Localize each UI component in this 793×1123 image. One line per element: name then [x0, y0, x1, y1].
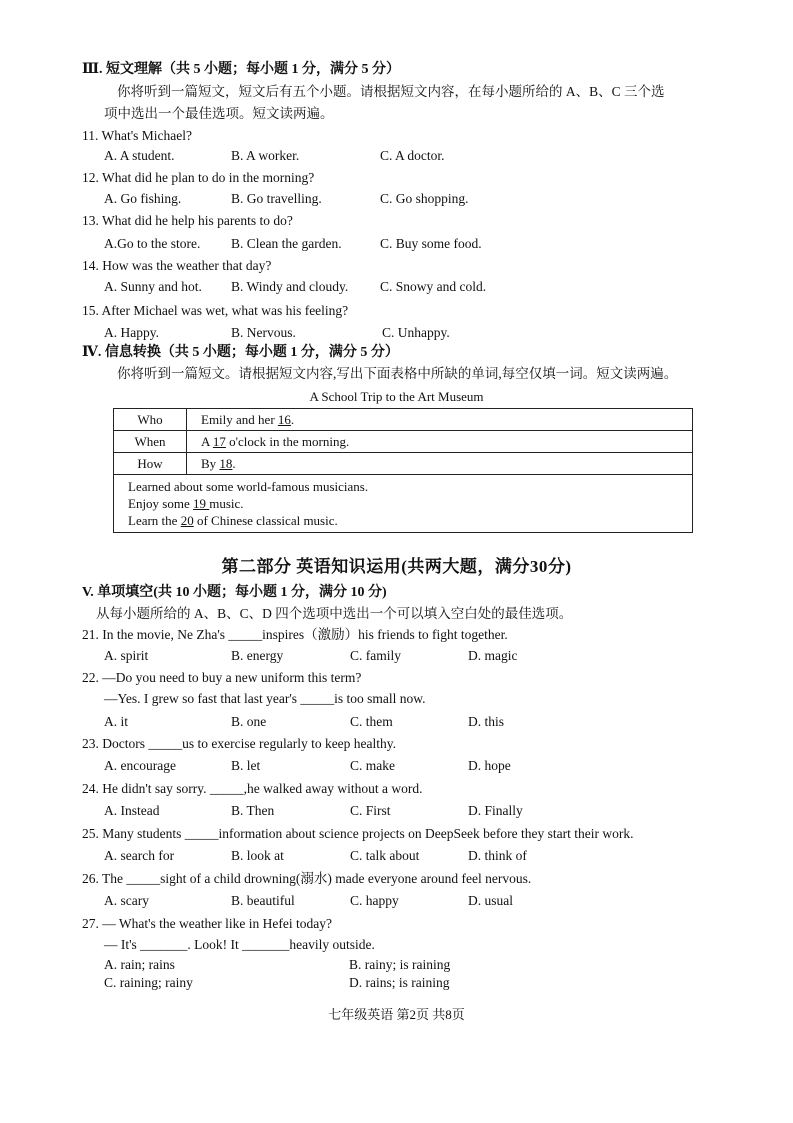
row-value: [187, 431, 693, 453]
text: .: [232, 455, 236, 471]
table-row: [114, 409, 693, 431]
notes-cell: [114, 475, 693, 533]
option-b: B. A worker.: [231, 148, 300, 163]
question-text: 13. What did he help his parents to do?: [82, 213, 293, 228]
page-footer: 七年级英语 第2页 共8页: [328, 1007, 465, 1022]
option-b: B. beautiful: [231, 893, 295, 908]
option-c: C. Go shopping.: [380, 191, 469, 206]
blank-18: 18: [219, 455, 233, 471]
text: music.: [209, 496, 244, 511]
question-text: 27. — What's the weather like in Hefei today?: [82, 916, 332, 931]
row-value: [187, 453, 693, 475]
section-4-instruction: 你将听到一篇短文。请根据短文内容,写出下面表格中所缺的单词,每空仅填一词。短文读两遍。: [117, 366, 678, 381]
row-key: How: [114, 453, 187, 475]
text: Emily and her: [201, 411, 278, 427]
option-a: A. encourage: [104, 758, 176, 773]
section-3-instruction-line-2: 项中选出一个最佳选项。短文读两遍。: [104, 106, 334, 121]
option-a: A. it: [104, 714, 129, 729]
option-c: C. Unhappy.: [382, 325, 450, 340]
question-text: 23. Doctors _____us to exercise regularly to keep healthy.: [82, 736, 397, 751]
option-b: B. energy: [231, 648, 284, 663]
option-a: A. search for: [104, 848, 175, 863]
note-line: [128, 495, 678, 512]
text: Learned about some world-famous musicians.: [128, 479, 369, 494]
section-5-title: V. 单项填空(共 10 小题；每小题 1 分，满分 10 分): [82, 585, 387, 600]
section-5-instruction: 从每小题所给的 A、B、C、D 四个选项中选出一个可以填入空白处的最佳选项。: [96, 606, 573, 621]
option-a: A. Instead: [104, 803, 160, 818]
question-text: 26. The _____sight of a child drowning(溺水) made everyone around feel nervous.: [82, 871, 532, 886]
option-c: C. them: [350, 714, 393, 729]
blank-20: 20: [180, 513, 194, 528]
option-c: C. talk about: [350, 848, 420, 863]
section-3-instruction-line-1: 你将听到一篇短文，短文后有五个小题。请根据短文内容，在每小题所给的 A、B、C 三个选: [117, 84, 665, 99]
question-text: 14. How was the weather that day?: [82, 258, 272, 273]
option-d: D. think of: [468, 848, 527, 863]
question-text: 12. What did he plan to do in the morning?: [82, 170, 315, 185]
option-d: D. this: [468, 714, 505, 729]
text: of Chinese classical music.: [193, 513, 338, 528]
row-key: Who: [114, 409, 187, 431]
option-a: A. scary: [104, 893, 149, 908]
text: By: [201, 455, 220, 471]
blank-17: 17: [212, 433, 226, 449]
option-b: B. Nervous.: [231, 325, 296, 340]
option-d: D. magic: [468, 648, 518, 663]
option-c: C. happy: [350, 893, 399, 908]
question-text-line-2: — It's _______. Look! It _______heavily outside.: [104, 937, 375, 952]
blank-16: 16: [277, 411, 291, 427]
option-d: D. hope: [468, 758, 511, 773]
table-caption: A School Trip to the Art Museum: [309, 389, 484, 404]
row-value: [187, 409, 693, 431]
option-c: C. First: [350, 803, 391, 818]
option-b: B. Go travelling.: [231, 191, 322, 206]
question-text: 22. —Do you need to buy a new uniform this term?: [82, 670, 362, 685]
option-c: C. family: [350, 648, 401, 663]
part-2-title: 第二部分 英语知识运用(共两大题，满分30分): [221, 557, 572, 576]
text: Enjoy some: [128, 496, 193, 511]
option-a: A. Go fishing.: [104, 191, 182, 206]
option-b: B. one: [231, 714, 267, 729]
table-row: [114, 453, 693, 475]
option-a: A. A student.: [104, 148, 175, 163]
section-3-title: Ⅲ. 短文理解（共 5 小题；每小题 1 分，满分 5 分）: [82, 62, 401, 77]
option-b: B. Windy and cloudy.: [231, 279, 349, 294]
option-c: C. raining; rainy: [104, 975, 193, 990]
table-row-notes: [114, 475, 693, 533]
option-c: C. Buy some food.: [380, 236, 482, 251]
option-a: A.Go to the store.: [104, 236, 201, 251]
option-b: B. Clean the garden.: [231, 236, 342, 251]
option-b: B. look at: [231, 848, 284, 863]
row-key: When: [114, 431, 187, 453]
option-c: C. A doctor.: [380, 148, 445, 163]
option-a: A. Happy.: [104, 325, 159, 340]
text: .: [290, 411, 295, 427]
question-text: 15. After Michael was wet, what was his feeling?: [82, 303, 349, 318]
section-4-title: Ⅳ. 信息转换（共 5 小题；每小题 1 分，满分 5 分）: [82, 345, 399, 360]
question-text: 25. Many students _____information about science projects on DeepSeek before they start their work.: [82, 826, 634, 841]
option-a: A. Sunny and hot.: [104, 279, 202, 294]
option-a: A. spirit: [104, 648, 149, 663]
info-table: [113, 408, 693, 533]
option-d: D. Finally: [468, 803, 523, 818]
blank-19: 19: [193, 496, 210, 511]
table-row: [114, 431, 693, 453]
note-line: [128, 478, 678, 495]
option-b: B. Then: [231, 803, 275, 818]
option-c: C. make: [350, 758, 395, 773]
option-a: A. rain; rains: [104, 957, 175, 972]
question-text: 21. In the movie, Ne Zha's _____inspires（激励）his friends to fight together.: [82, 627, 508, 642]
question-text: 24. He didn't say sorry. _____,he walked away without a word.: [82, 781, 423, 796]
text: o'clock in the morning.: [225, 433, 350, 449]
question-text-line-2: —Yes. I grew so fast that last year's _____is too small now.: [104, 691, 426, 706]
text: Learn the: [128, 513, 181, 528]
option-b: B. rainy; is raining: [349, 957, 451, 972]
option-d: D. rains; is raining: [349, 975, 450, 990]
option-c: C. Snowy and cold.: [380, 279, 487, 294]
text: A: [201, 433, 213, 449]
note-line: [128, 512, 678, 529]
question-text: 11. What's Michael?: [82, 128, 193, 143]
option-d: D. usual: [468, 893, 513, 908]
option-b: B. let: [231, 758, 261, 773]
